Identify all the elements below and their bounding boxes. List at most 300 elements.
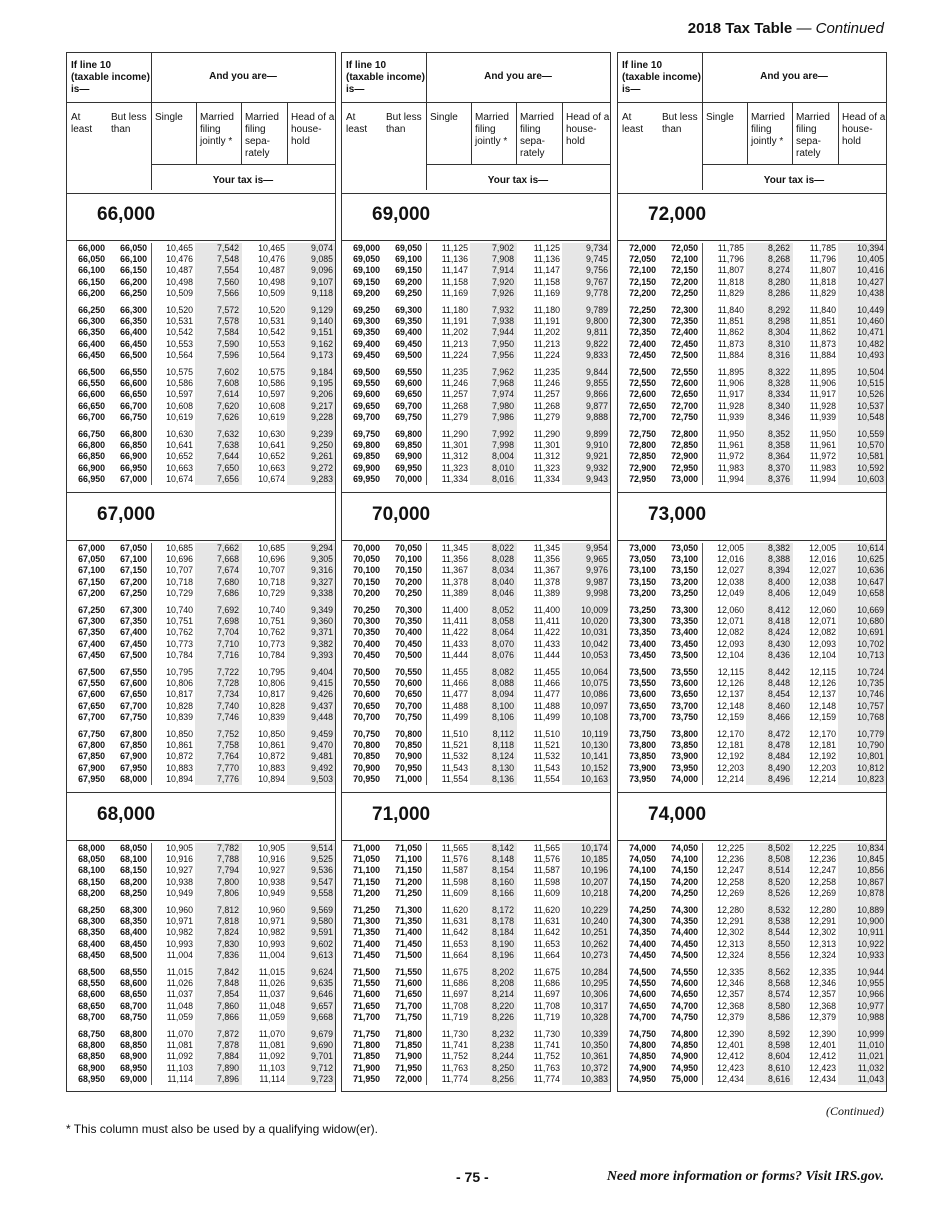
cell: 10,317: [581, 1000, 608, 1011]
table-row: [618, 412, 886, 423]
cell: 74,250: [629, 905, 656, 915]
cell: 11,466: [441, 678, 468, 689]
cell: 70,550: [353, 678, 380, 689]
cell: 10,372: [581, 1062, 608, 1073]
cell: 11,103: [258, 1062, 285, 1073]
cell: 70,050: [353, 554, 380, 565]
cell: 10,949: [258, 887, 285, 898]
cell: 8,316: [767, 349, 790, 360]
table-row: [67, 243, 335, 254]
cell: 11,301: [533, 440, 560, 451]
cell: 11,576: [533, 854, 560, 865]
cell: 8,154: [491, 865, 514, 876]
cell: 72,750: [671, 411, 698, 422]
cell: 9,536: [310, 865, 333, 876]
cell: 73,750: [671, 711, 698, 722]
table-row: [618, 939, 886, 950]
cell: 69,100: [353, 265, 380, 276]
cell: 68,950: [78, 1073, 105, 1084]
cell: 69,450: [353, 349, 380, 360]
table-row: [342, 412, 610, 423]
table-row: [618, 843, 886, 854]
table-row: [67, 543, 335, 554]
cell: 7,842: [216, 967, 239, 977]
cell: 66,050: [78, 254, 105, 265]
cell: 70,100: [395, 554, 422, 565]
cell: 10,691: [857, 627, 884, 638]
cell: 10,586: [258, 378, 285, 389]
cell: 67,650: [78, 700, 105, 711]
cell: 8,382: [767, 543, 790, 553]
cell: 12,335: [809, 967, 836, 977]
cell: 11,356: [441, 554, 468, 565]
column-header: [67, 53, 335, 194]
cell: 10,196: [581, 865, 608, 876]
cell: 11,290: [533, 429, 560, 439]
cell: 67,300: [120, 605, 147, 615]
cell: 11,730: [533, 1029, 560, 1039]
cell: 11,631: [533, 916, 560, 927]
table-row: [342, 339, 610, 350]
cell: 7,632: [216, 429, 239, 439]
cell: 10,542: [166, 327, 193, 338]
cell: 74,750: [671, 1011, 698, 1022]
cell: 10,916: [166, 854, 193, 865]
cell: 11,444: [533, 649, 560, 660]
table-row: [618, 474, 886, 485]
cell: 11,620: [441, 905, 468, 915]
cell: 69,700: [395, 400, 422, 411]
cell: 7,896: [216, 1073, 239, 1084]
cell: 11,400: [533, 605, 560, 615]
table-row: [618, 254, 886, 265]
cell: 11,235: [533, 367, 560, 377]
cell: 10,905: [166, 843, 193, 853]
cell: 9,910: [585, 440, 608, 451]
cell: 68,050: [120, 843, 147, 853]
cell: 69,800: [353, 440, 380, 451]
cell: 11,587: [533, 865, 560, 876]
table-row: [618, 650, 886, 661]
if-line-label: If line 10 (taxable income) is—: [622, 60, 701, 95]
cell: 11,741: [533, 1040, 560, 1051]
cell: 66,300: [120, 305, 147, 315]
section-heading: 71,000: [372, 804, 431, 825]
cell: 8,334: [767, 389, 790, 400]
cell: 7,668: [216, 554, 239, 565]
cell: 10,603: [857, 473, 884, 484]
cell: 10,553: [166, 338, 193, 349]
cell: 73,650: [629, 700, 656, 711]
cell: 10,872: [258, 751, 285, 762]
cell: 10,581: [857, 451, 884, 462]
cell: 10,174: [581, 843, 608, 853]
cell: 11,224: [533, 349, 560, 360]
cell: 12,082: [717, 627, 744, 638]
cell: 10,520: [258, 305, 285, 315]
married-separately-label: Married filing sepa- rately: [796, 112, 830, 159]
cell: 12,071: [809, 616, 836, 627]
cell: 69,200: [353, 287, 380, 298]
cell: 11,032: [857, 1062, 884, 1073]
cell: 11,422: [441, 627, 468, 638]
section-heading: 72,000: [648, 204, 707, 225]
cell: 11,807: [717, 265, 744, 276]
cell: 11,829: [809, 287, 836, 298]
cell: 11,010: [857, 1040, 884, 1051]
cell: 9,789: [585, 305, 608, 315]
cell: 11,147: [533, 265, 560, 276]
table-row: [342, 367, 610, 378]
cell: 10,537: [857, 400, 884, 411]
continued-note: (Continued): [826, 1104, 884, 1118]
cell: 8,166: [491, 887, 514, 898]
cell: 10,625: [857, 554, 884, 565]
cell: 7,902: [491, 243, 514, 253]
cell: 11,180: [441, 305, 468, 315]
cell: 73,450: [671, 638, 698, 649]
cell: 7,692: [216, 605, 239, 615]
cell: 8,244: [491, 1051, 514, 1062]
table-row: [342, 701, 610, 712]
cell: 10,757: [857, 700, 884, 711]
cell: 70,000: [395, 473, 422, 484]
cell: 11,895: [809, 367, 836, 377]
cell: 11,334: [441, 473, 468, 484]
cell: 11,983: [809, 462, 836, 473]
cell: 10,575: [258, 367, 285, 377]
cell: 66,250: [120, 287, 147, 298]
table-row: [342, 639, 610, 650]
cell: 9,756: [585, 265, 608, 276]
cell: 66,900: [78, 462, 105, 473]
cell: 11,499: [441, 711, 468, 722]
cell: 67,100: [120, 554, 147, 565]
cell: 10,806: [166, 678, 193, 689]
cell: 8,328: [767, 378, 790, 389]
cell: 8,208: [491, 978, 514, 989]
cell: 12,247: [717, 865, 744, 876]
cell: 8,574: [767, 989, 790, 1000]
cell: 10,218: [581, 887, 608, 898]
cell: 71,400: [395, 927, 422, 938]
cell: 11,543: [533, 762, 560, 773]
cell: 9,118: [311, 287, 333, 298]
cell: 71,600: [353, 989, 380, 1000]
table-row: [67, 412, 335, 423]
table-row: [342, 316, 610, 327]
cell: 66,450: [120, 338, 147, 349]
cell: 66,900: [120, 451, 147, 462]
cell: 12,159: [809, 711, 836, 722]
cell: 7,746: [216, 711, 239, 722]
cell: 74,950: [671, 1062, 698, 1073]
cell: 10,905: [258, 843, 285, 853]
table-row: [618, 378, 886, 389]
cell: 11,136: [441, 254, 468, 265]
cell: 71,550: [395, 967, 422, 977]
cell: 68,200: [120, 876, 147, 887]
cell: 66,400: [78, 338, 105, 349]
cell: 10,163: [581, 773, 608, 784]
cell: 10,075: [581, 678, 608, 689]
table-row: [67, 277, 335, 288]
cell: 10,559: [857, 429, 884, 439]
cell: 8,304: [767, 327, 790, 338]
cell: 12,280: [717, 905, 744, 915]
cell: 12,115: [809, 667, 836, 677]
cell: 11,235: [441, 367, 468, 377]
cell: 72,050: [671, 243, 698, 253]
table-row: [618, 877, 886, 888]
cell: 11,004: [258, 949, 285, 960]
cell: 10,460: [857, 316, 884, 327]
cell: 71,250: [395, 887, 422, 898]
cell: 9,987: [585, 576, 608, 587]
cell: 11,686: [441, 978, 468, 989]
cell: 67,250: [120, 587, 147, 598]
cell: 8,280: [767, 276, 790, 287]
cell: 11,730: [441, 1029, 468, 1039]
table-row: [67, 316, 335, 327]
cell: 10,713: [857, 649, 884, 660]
cell: 11,752: [533, 1051, 560, 1062]
column-header: [618, 53, 886, 194]
cell: 10,933: [857, 949, 884, 960]
cell: 70,400: [395, 627, 422, 638]
cell: 66,550: [78, 378, 105, 389]
cell: 69,650: [353, 400, 380, 411]
cell: 10,938: [258, 876, 285, 887]
cell: 74,400: [671, 927, 698, 938]
cell: 11,664: [533, 949, 560, 960]
cell: 11,686: [533, 978, 560, 989]
cell: 11,631: [441, 916, 468, 927]
cell: 68,850: [120, 1040, 147, 1051]
cell: 10,971: [166, 916, 193, 927]
cell: 66,650: [120, 389, 147, 400]
cell: 67,900: [120, 751, 147, 762]
cell: 74,450: [671, 938, 698, 949]
cell: 11,675: [533, 967, 560, 977]
cell: 10,614: [857, 543, 884, 553]
cell: 11,862: [809, 327, 836, 338]
cell: 7,944: [491, 327, 514, 338]
cell: 70,500: [395, 649, 422, 660]
table-row: [67, 667, 335, 678]
cell: 71,250: [353, 905, 380, 915]
table-row: [618, 429, 886, 440]
cell: 8,592: [767, 1029, 790, 1039]
cell: 12,258: [809, 876, 836, 887]
cell: 70,950: [395, 762, 422, 773]
cell: 71,650: [395, 989, 422, 1000]
table-row: [618, 316, 886, 327]
cell: 73,600: [671, 678, 698, 689]
cell: 7,620: [216, 400, 239, 411]
cell: 8,568: [767, 978, 790, 989]
cell: 8,610: [767, 1062, 790, 1073]
cell: 10,097: [581, 700, 608, 711]
cell: 10,597: [258, 389, 285, 400]
cell: 12,269: [809, 887, 836, 898]
cell: 71,650: [353, 1000, 380, 1011]
cell: 68,600: [78, 989, 105, 1000]
cell: 11,125: [533, 243, 560, 253]
cell: 11,752: [441, 1051, 468, 1062]
cell: 71,950: [353, 1073, 380, 1084]
table-row: [342, 712, 610, 723]
cell: 69,600: [395, 378, 422, 389]
cell: 10,663: [166, 462, 193, 473]
cell: 72,550: [629, 378, 656, 389]
married-jointly-label: Married filing jointly *: [475, 112, 509, 147]
table-row: [342, 865, 610, 876]
cell: 8,502: [767, 843, 790, 853]
cell: 10,883: [166, 762, 193, 773]
cell: 12,390: [809, 1029, 836, 1039]
cell: 66,500: [78, 367, 105, 377]
cell: 68,650: [78, 1000, 105, 1011]
cell: 7,968: [491, 378, 514, 389]
cell: 9,657: [310, 1000, 333, 1011]
cell: 11,950: [717, 429, 744, 439]
cell: 74,550: [671, 967, 698, 977]
cell: 7,794: [216, 865, 239, 876]
cell: 7,890: [216, 1062, 239, 1073]
cell: 12,005: [809, 543, 836, 553]
cell: 11,840: [717, 305, 744, 315]
cell: 7,728: [216, 678, 239, 689]
cell: 8,358: [767, 440, 790, 451]
cell: 71,150: [353, 876, 380, 887]
cell: 72,400: [629, 338, 656, 349]
cell: 10,927: [166, 865, 193, 876]
table-row: [618, 1001, 886, 1012]
cell: 8,250: [491, 1062, 514, 1073]
cell: 11,202: [533, 327, 560, 338]
cell: 73,200: [629, 587, 656, 598]
cell: 67,100: [78, 565, 105, 576]
cell: 67,000: [120, 473, 147, 484]
cell: 7,908: [491, 254, 514, 265]
cell: 74,350: [671, 916, 698, 927]
cell: 71,750: [395, 1011, 422, 1022]
cell: 66,150: [78, 276, 105, 287]
cell: 12,412: [717, 1051, 744, 1062]
cell: 8,070: [491, 638, 514, 649]
cell: 74,650: [629, 1000, 656, 1011]
cell: 10,817: [166, 689, 193, 700]
cell: 12,225: [717, 843, 744, 853]
cell: 9,921: [585, 451, 608, 462]
cell: 69,300: [395, 305, 422, 315]
cell: 66,150: [120, 265, 147, 276]
cell: 11,928: [717, 400, 744, 411]
cell: 71,300: [395, 905, 422, 915]
cell: 12,258: [717, 876, 744, 887]
cell: 12,346: [809, 978, 836, 989]
cell: 10,630: [166, 429, 193, 439]
cell: 7,560: [216, 276, 239, 287]
cell: 7,662: [216, 543, 239, 553]
cell: 11,444: [441, 649, 468, 660]
cell: 11,807: [809, 265, 836, 276]
cell: 68,300: [78, 916, 105, 927]
but-less-than-label: But less than: [662, 112, 698, 135]
cell: 68,900: [78, 1062, 105, 1073]
cell: 71,350: [395, 916, 422, 927]
cell: 10,894: [166, 773, 193, 784]
cell: 8,310: [767, 338, 790, 349]
cell: 7,938: [491, 316, 514, 327]
cell: 7,806: [216, 887, 239, 898]
cell: 10,718: [166, 576, 193, 587]
cell: 11,576: [441, 854, 468, 865]
cell: 11,565: [441, 843, 468, 853]
cell: 69,850: [353, 451, 380, 462]
cell: 9,195: [310, 378, 333, 389]
cell: 10,586: [166, 378, 193, 389]
table-row: [342, 254, 610, 265]
cell: 69,400: [395, 327, 422, 338]
table-row: [618, 701, 886, 712]
cell: 71,050: [353, 854, 380, 865]
cell: 9,404: [310, 667, 333, 677]
cell: 9,426: [310, 689, 333, 700]
cell: 12,324: [809, 949, 836, 960]
cell: 68,450: [78, 949, 105, 960]
table-row: [618, 763, 886, 774]
table-row: [67, 774, 335, 785]
table-row: [67, 565, 335, 576]
cell: 10,658: [857, 587, 884, 598]
your-tax-is-label: Your tax is—: [212, 175, 274, 186]
section-heading: 66,000: [97, 204, 156, 225]
cell: 8,010: [491, 462, 514, 473]
cell: 10,839: [258, 711, 285, 722]
cell: 71,750: [353, 1029, 380, 1039]
table-row: [618, 712, 886, 723]
cell: 9,591: [310, 927, 333, 938]
cell: 8,586: [767, 1011, 790, 1022]
table-row: [67, 327, 335, 338]
cell: 10,053: [581, 649, 608, 660]
cell: 68,100: [78, 865, 105, 876]
cell: 69,200: [395, 276, 422, 287]
cell: 74,650: [671, 989, 698, 1000]
cell: 68,300: [120, 905, 147, 915]
cell: 72,300: [671, 305, 698, 315]
cell: 71,600: [395, 978, 422, 989]
cell: 10,465: [166, 243, 193, 253]
cell: 66,200: [78, 287, 105, 298]
cell: 11,994: [717, 473, 744, 484]
cell: 10,641: [258, 440, 285, 451]
table-row: [618, 350, 886, 361]
table-row: [618, 1012, 886, 1023]
cell: 7,950: [491, 338, 514, 349]
cell: 72,500: [671, 349, 698, 360]
cell: 11,928: [809, 400, 836, 411]
table-row: [618, 605, 886, 616]
cell: 8,112: [492, 729, 514, 739]
cell: 11,455: [533, 667, 560, 677]
cell: 73,600: [629, 689, 656, 700]
cell: 10,779: [857, 729, 884, 739]
table-row: [618, 243, 886, 254]
cell: 9,646: [310, 989, 333, 1000]
